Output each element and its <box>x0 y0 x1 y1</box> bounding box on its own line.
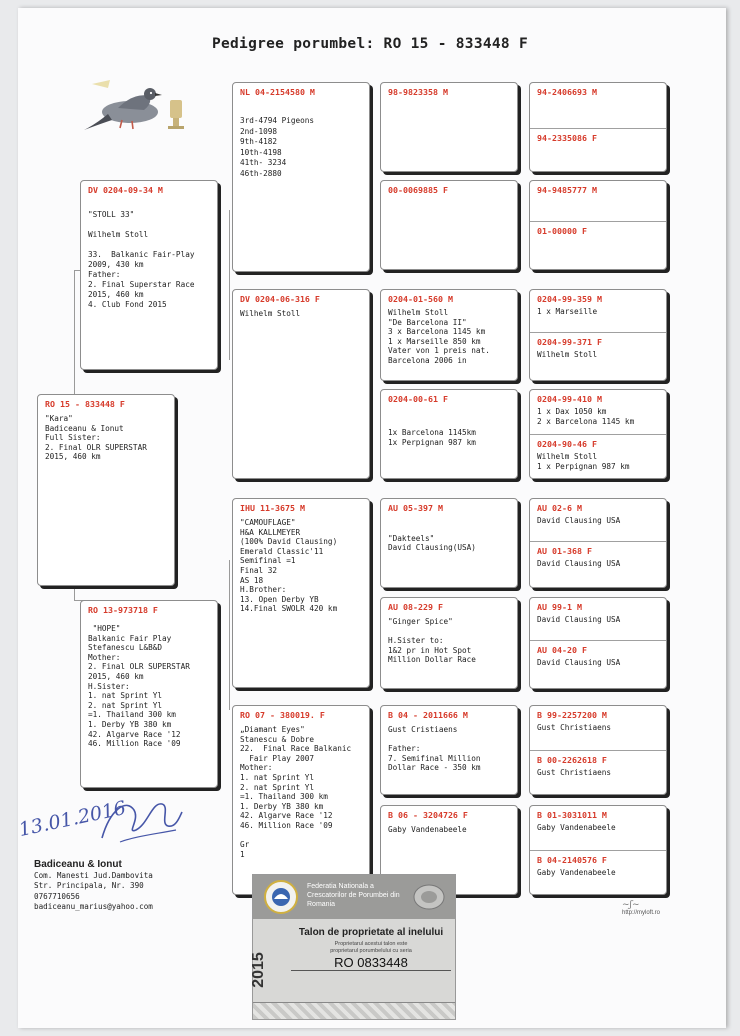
owner-name: Badiceanu & Ionut <box>34 859 122 870</box>
owner-email[interactable]: badiceanu_marius@yahoo.com <box>34 902 153 911</box>
ancestor-pair-card[interactable] <box>529 597 667 689</box>
ring-number: AU 05-397 M <box>388 503 443 513</box>
ring-number: 0204-00-61 F <box>388 394 448 404</box>
pigeon-details: Gust Christiaens <box>537 768 612 777</box>
ancestor-pair-card[interactable] <box>529 498 667 588</box>
ring-number: AU 08-229 F <box>388 602 443 612</box>
watermark-signature: ~ʃ~ <box>622 900 640 910</box>
ring-number: NL 04-2154580 M <box>240 87 315 97</box>
ring-number: RO 07 - 380019. F <box>240 710 325 720</box>
tag-ring-number: RO 0833448 <box>291 955 451 971</box>
ring-number: B 99-2257200 M <box>537 710 607 720</box>
pigeon-details: Wilhelm Stoll <box>240 309 301 318</box>
tag-title: Talon de proprietate al inelului <box>298 927 444 938</box>
pigeon-details: Gaby Vandenabeele <box>537 868 616 877</box>
pigeon-details: "Dakteels" David Clausing(USA) <box>388 533 476 553</box>
ring-number: 0204-90-46 F <box>537 439 597 449</box>
pigeon-details: David Clausing USA <box>537 615 621 624</box>
ring-number: 0204-01-560 M <box>388 294 453 304</box>
tag-year: 2015 <box>249 952 267 988</box>
ring-number: 01-00000 F <box>537 226 587 236</box>
ring-number: 0204-99-371 F <box>537 337 602 347</box>
ring-number: DV 0204-09-34 M <box>88 185 163 195</box>
ring-number: AU 04-20 F <box>537 645 587 655</box>
pigeon-details: David Clausing USA <box>537 658 621 667</box>
dam-card[interactable] <box>80 600 218 788</box>
connector-dam-parents <box>229 560 230 710</box>
handwritten-date: 13.01.2016 <box>16 796 128 842</box>
ring-ownership-tag <box>249 874 456 1020</box>
subject-card[interactable] <box>37 394 175 586</box>
owner-info <box>34 860 153 913</box>
pigeon-details: Wilhelm Stoll "De Barcelona II" 3 x Barcelona 1145 km 1 x Marseille 850 km Vater von 1 preis nat. Barcelona 2006 in <box>388 308 490 365</box>
federation-name: Federatia Nationala a Crescatorilor de Porumbei din Romania <box>307 883 400 908</box>
pigeon-details: Gust Christiaens <box>537 723 612 732</box>
ring-number: 98-9823358 M <box>388 87 448 97</box>
great-grandparent-card[interactable] <box>380 289 518 381</box>
pigeon-details: "STOLL 33" Wilhelm Stoll 33. Balkanic Fair-Play 2009, 430 km Father: 2. Final Superstar Race 2015, 460 km 4. Club Fond 2015 <box>88 210 195 309</box>
ring-stamp-icon <box>411 881 447 913</box>
ancestor-pair-card[interactable] <box>529 705 667 795</box>
grandparent-card[interactable] <box>232 498 370 688</box>
ancestor-pair-card[interactable] <box>529 805 667 895</box>
great-grandparent-card[interactable] <box>380 498 518 588</box>
great-grandparent-card[interactable] <box>380 597 518 689</box>
ring-number: RO 13-973718 F <box>88 605 158 615</box>
ring-number: B 06 - 3204726 F <box>388 810 468 820</box>
ring-number: 94-9485777 M <box>537 185 597 195</box>
owner-address-line: Com. Manesti Jud.Dambovita <box>34 870 153 880</box>
pigeon-details: Gaby Vandenabeele <box>537 823 616 832</box>
page-title: Pedigree porumbel: RO 15 - 833448 F <box>211 36 529 52</box>
ring-number: B 04 - 2011666 M <box>388 710 468 720</box>
ring-number: 94-2406693 M <box>537 87 597 97</box>
pigeon-details: Wilhelm Stoll <box>537 350 598 359</box>
great-grandparent-card[interactable] <box>380 82 518 172</box>
ring-number: 00-0069885 F <box>388 185 448 195</box>
great-grandparent-card[interactable] <box>380 705 518 795</box>
tag-subtitle: Proprietarul acestui talon este proprietarul porumbelului cu seria <box>330 941 412 954</box>
ring-number: B 04-2140576 F <box>537 855 607 865</box>
ring-number: AU 01-368 F <box>537 546 592 556</box>
pigeon-details: 1x Barcelona 1145km 1x Perpignan 987 km <box>388 428 476 447</box>
pigeon-details: Gaby Vandenabeele <box>388 825 467 834</box>
connector-sire-parents <box>229 210 230 360</box>
watermark <box>622 900 660 916</box>
owner-address-line: Str. Principala, Nr. 390 <box>34 881 144 890</box>
grandparent-card[interactable] <box>232 82 370 272</box>
ancestor-pair-card[interactable] <box>529 180 667 270</box>
signature <box>96 790 186 850</box>
grandparent-card[interactable] <box>232 289 370 479</box>
ring-number: 94-2335086 F <box>537 133 597 143</box>
pigeon-details: Gust Cristiaens Father: 7. Semifinal Million Dollar Race - 350 km <box>388 725 481 773</box>
pigeon-logo <box>78 74 194 136</box>
ancestor-pair-card[interactable] <box>529 289 667 381</box>
grandparent-card[interactable] <box>232 705 370 895</box>
pigeon-details: "HOPE" Balkanic Fair Play Stefanescu L&B&D Mother: 2. Final OLR SUPERSTAR 2015, 460 km H.Sister: 1. nat Sprint Yl 2. nat Sprint Yl =1. Thailand 300 km 1. Derby YB 380 km 42. Algarve Race '12 46. Million Race '09 <box>88 624 190 749</box>
pigeon-details: David Clausing USA <box>537 516 621 525</box>
pigeon-details: 3rd-4794 Pigeons 2nd-1098 9th-4182 10th-4198 41th- 3234 46th-2880 <box>240 116 315 178</box>
pigeon-details: Wilhelm Stoll 1 x Perpignan 987 km <box>537 452 630 471</box>
ring-number: RO 15 - 833448 F <box>45 399 125 409</box>
federation-logo-icon <box>261 879 301 915</box>
pigeon-details: „Diamant Eyes" Stanescu & Dobre 22. Final Race Balkanic Fair Play 2007 Mother: 1. nat Sprint Yl 2. nat Sprint Yl =1. Thailand 300 km 1. Derby YB 380 km 42. Algarve Race '12 46. Million Race '09 Gr 1 <box>240 725 352 859</box>
pigeon-details: 1 x Dax 1050 km 2 x Barcelona 1145 km <box>537 407 635 426</box>
sire-card[interactable] <box>80 180 218 370</box>
great-grandparent-card[interactable] <box>380 389 518 479</box>
pigeon-details: "Kara" Badiceanu & Ionut Full Sister: 2. Final OLR SUPERSTAR 2015, 460 km <box>45 414 147 462</box>
ring-number: B 00-2262618 F <box>537 755 607 765</box>
pigeon-details: 1 x Marseille <box>537 307 598 316</box>
ring-number: 0204-99-410 M <box>537 394 602 404</box>
ring-number: AU 99-1 M <box>537 602 582 612</box>
ancestor-pair-card[interactable] <box>529 389 667 479</box>
pigeon-details: David Clausing USA <box>537 559 621 568</box>
ring-number: 0204-99-359 M <box>537 294 602 304</box>
pigeon-details: "Ginger Spice" H.Sister to: 1&2 pr in Hot Spot Million Dollar Race <box>388 617 476 665</box>
ancestor-pair-card[interactable] <box>529 82 667 172</box>
watermark-url: http://myloft.ro <box>622 910 661 916</box>
tag-security-pattern <box>253 1002 455 1019</box>
pigeon-details: "CAMOUFLAGE" H&A KALLMEYER (100% David Clausing) Emerald Classic'11 Semifinal =1 Final 32 AS 18 H.Brother: 13. Open Derby YB 14.Final SWOLR 420 km <box>240 518 338 614</box>
owner-phone: 0767710656 <box>34 891 80 901</box>
ring-number: AU 02-6 M <box>537 503 582 513</box>
ring-number: B 01-3031011 M <box>537 810 607 820</box>
great-grandparent-card[interactable] <box>380 180 518 270</box>
ring-number: IHU 11-3675 M <box>240 503 305 513</box>
ring-number: DV 0204-06-316 F <box>240 294 320 304</box>
